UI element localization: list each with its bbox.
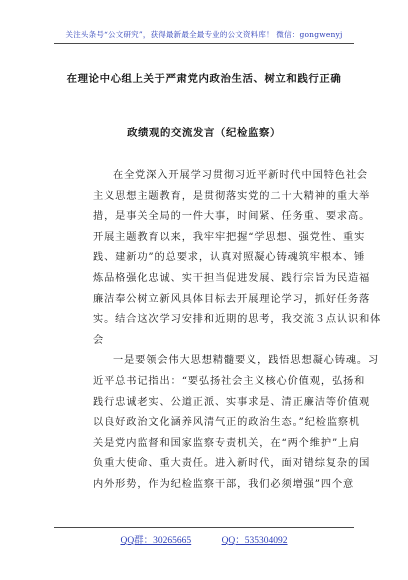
body-line: 开展主题教育以来，我牢牢把握“学思想、强党性、重实 — [93, 231, 366, 243]
body-line: 践、建新功”的总要求，认真对照凝心铸魂筑牢根本、锤 — [93, 252, 366, 264]
body-line: 践行忠诚老实、公道正派、实事求是、清正廉洁等价值观 — [93, 396, 371, 408]
body-line: 措，是事关全局的一件大事，时间紧、任务重、要求高。 — [93, 211, 371, 223]
header-divider — [54, 43, 354, 44]
body-line: 以良好政治文化涵养风清气正的政治生态。”纪检监察机 — [93, 417, 361, 429]
qq-contact-link[interactable]: QQ：535304092 — [221, 536, 288, 546]
body-line: 关是党内监督和国家监察专责机关，在“两个维护”上肩 — [93, 437, 361, 449]
document-title-line-2: 政绩观的交流发言（纪检监察） — [127, 127, 281, 139]
footer-divider — [54, 527, 354, 528]
body-line: 炼品格强化忠诚、实干担当促进发展、践行宗旨为民造福 — [93, 272, 371, 284]
body-line: 在全党深入开展学习贯彻习近平新时代中国特色社会 — [113, 170, 369, 181]
document-title-line-1: 在理论中心组上关于严肃党内政治生活、树立和践行正确 — [66, 73, 342, 85]
body-line: 内外形势，作为纪检监察干部，我们必须增强”四个意 — [93, 478, 355, 490]
body-line: 主义思想主题教育，是贯彻落实党的二十大精神的重大举 — [93, 190, 371, 202]
page-header — [0, 0, 408, 40]
header-notice: 关注头条号“公文研究”，获得最新最全最专业的公文资料库！ 微信：gongwenyj — [65, 30, 343, 39]
page-footer — [0, 532, 408, 546]
body-line: 一是要领会伟大思想精髓要义，践悟思想凝心铸魂。习 — [113, 355, 380, 367]
body-line: 近平总书记指出：“要弘扬社会主义核心价值观，弘扬和 — [93, 375, 366, 387]
qq-group-link[interactable]: QQ群：30265665 — [120, 536, 192, 546]
body-line: 实。结合这次学习安排和近期的思考，我交流３点认识和体 — [93, 314, 382, 326]
body-line: 廉洁奉公树立新风具体目标去开展理论学习，抓好任务落 — [93, 293, 371, 305]
document-body — [93, 166, 382, 496]
body-line: 会 — [93, 334, 105, 346]
body-line: 负重大使命、重大责任。进入新时代，面对错综复杂的国 — [93, 458, 371, 470]
